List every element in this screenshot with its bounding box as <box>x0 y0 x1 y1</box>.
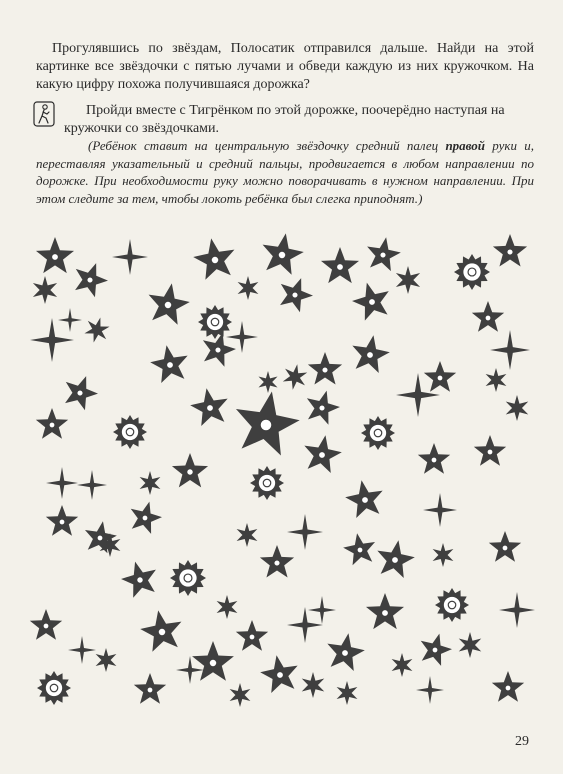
five-point-star <box>307 391 340 425</box>
four-point-sparkle <box>287 514 323 550</box>
six-point-star <box>506 395 529 421</box>
sun-star <box>250 466 284 500</box>
sun-star <box>37 671 71 705</box>
five-point-star <box>190 388 227 426</box>
six-point-star <box>140 471 161 495</box>
five-point-star <box>489 531 521 562</box>
six-point-star <box>217 595 238 619</box>
six-point-star <box>392 653 413 677</box>
four-point-sparkle <box>112 239 148 275</box>
sun-star <box>113 415 147 449</box>
six-point-star <box>337 681 358 705</box>
five-point-star <box>352 283 389 321</box>
five-point-star <box>149 283 190 324</box>
sun-star <box>198 305 232 339</box>
six-point-star <box>258 371 277 393</box>
five-point-star <box>321 247 359 283</box>
five-point-star <box>30 609 62 640</box>
five-point-star <box>193 238 234 279</box>
six-point-star <box>283 364 307 390</box>
five-point-star <box>140 610 181 651</box>
five-point-star <box>263 233 304 274</box>
five-point-star <box>134 673 166 704</box>
five-point-star <box>366 593 404 629</box>
five-point-star <box>36 237 74 273</box>
five-point-star <box>65 376 98 410</box>
five-point-star <box>493 234 527 267</box>
five-point-star <box>492 671 524 702</box>
five-point-star <box>418 443 450 474</box>
five-point-star <box>345 480 382 518</box>
five-point-star <box>377 540 414 578</box>
sun-star <box>361 416 395 450</box>
four-point-sparkle <box>416 676 444 704</box>
walk-instruction: Пройди вместе с Тигрёнком по этой дорожке, поочерёдно наступая на кружочки со звёздочками. <box>64 103 505 136</box>
six-point-star <box>238 276 259 300</box>
six-point-star <box>396 266 420 294</box>
five-point-star <box>280 278 313 312</box>
four-point-sparkle <box>77 470 107 500</box>
four-point-sparkle <box>287 607 323 643</box>
five-point-star <box>192 641 234 681</box>
five-point-star <box>46 505 78 536</box>
four-point-sparkle <box>308 596 336 624</box>
walking-figure-icon <box>33 101 55 127</box>
five-point-star <box>343 533 375 565</box>
five-point-star <box>131 502 162 534</box>
four-point-sparkle <box>490 330 530 370</box>
five-point-star <box>472 301 504 332</box>
four-point-sparkle <box>423 493 457 527</box>
sun-star <box>170 560 206 596</box>
sun-star <box>435 588 469 622</box>
five-point-star <box>260 545 294 578</box>
five-point-star <box>421 634 452 666</box>
six-point-star <box>459 632 482 658</box>
six-point-star <box>486 368 507 392</box>
five-point-star <box>75 263 108 297</box>
four-point-sparkle <box>46 467 78 499</box>
six-point-star <box>237 523 258 547</box>
instruction-paragraph: Прогулявшись по звёздам, Полосатик отправился дальше. Найди на этой картинке все звёздочки с пятью лучами и обведи каждую из них кружочком. На какую цифру похожа получившаяся дорожка? <box>36 41 534 92</box>
six-point-star <box>302 672 325 698</box>
six-point-star <box>96 648 117 672</box>
four-point-sparkle <box>499 592 535 628</box>
six-point-star <box>230 683 251 707</box>
five-point-star <box>304 435 341 473</box>
five-point-star <box>424 361 456 392</box>
parent-note: (Ребёнок ставит на центральную звёздочку средний палец правой руки и, переставляя указательный и средний пальцы, продвигается в любом направлении по дорожке. При необходимости руку можно поворачивать в нужном направлении. При этом следите за тем, чтобы локоть ребёнка был слегка приподнят.) <box>36 138 534 206</box>
five-point-star <box>260 655 297 693</box>
five-point-star <box>36 408 68 439</box>
four-point-sparkle <box>58 308 82 332</box>
page-number: 29 <box>515 734 529 749</box>
star-field <box>0 220 563 720</box>
five-point-star <box>308 352 342 385</box>
five-point-star <box>150 345 187 383</box>
six-point-star <box>433 543 454 567</box>
emphasis-word: правой <box>445 138 486 153</box>
four-point-sparkle <box>30 318 74 362</box>
five-point-star <box>367 237 401 271</box>
five-point-star <box>236 620 268 651</box>
five-point-star <box>236 392 300 456</box>
five-point-star <box>474 435 506 466</box>
six-point-star <box>33 276 57 304</box>
five-point-star <box>121 562 156 598</box>
four-point-sparkle <box>68 636 96 664</box>
six-point-star <box>84 317 109 342</box>
five-point-star <box>352 335 389 373</box>
sun-star <box>454 254 490 290</box>
five-point-star <box>172 453 208 487</box>
five-point-star <box>327 633 364 671</box>
